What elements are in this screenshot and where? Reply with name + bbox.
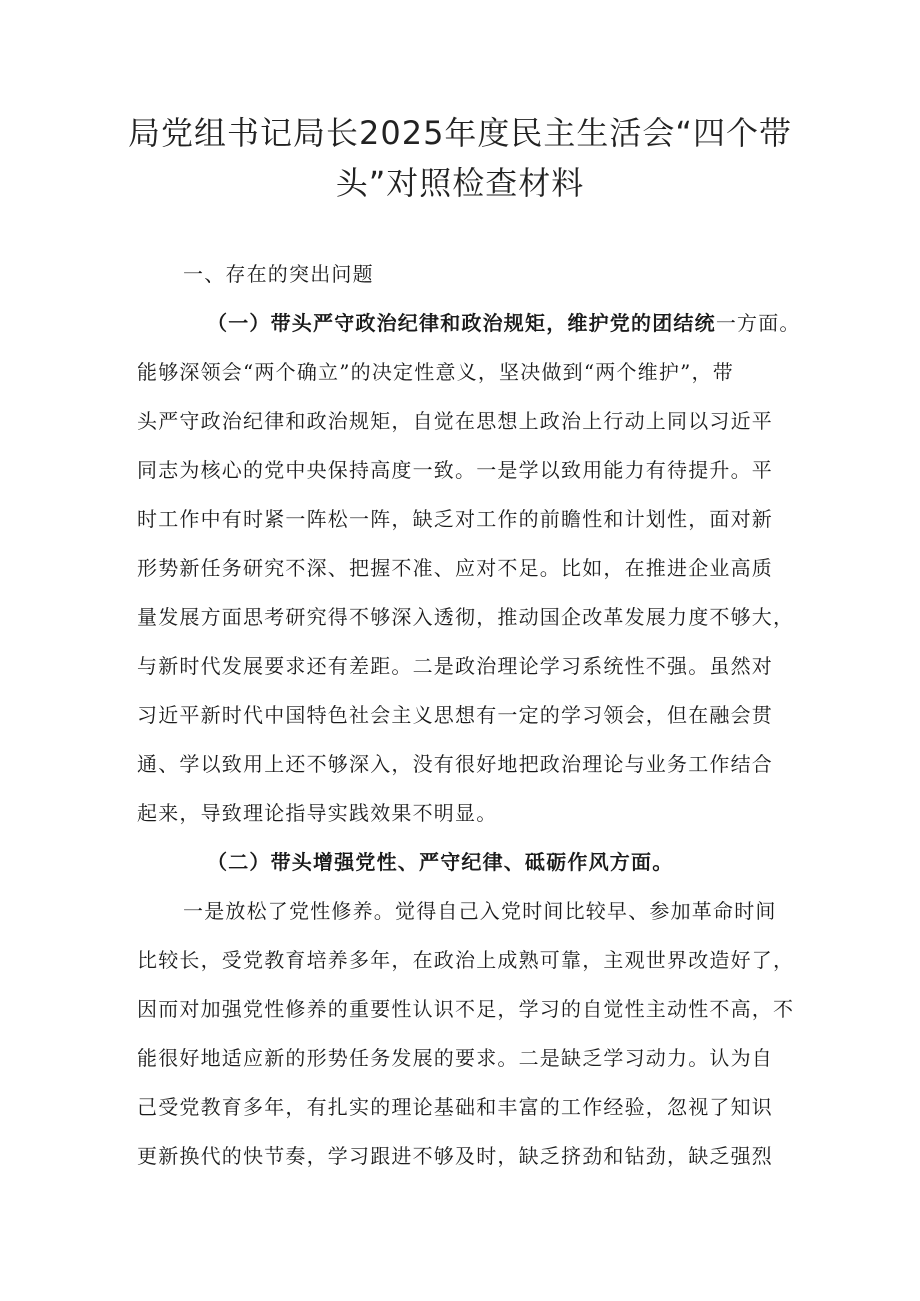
paragraph-line: 与新时代发展要求还有差距。二是政治理论学习系统性不强。虽然对 — [137, 654, 773, 678]
paragraph-line: 因而对加强党性修养的重要性认识不足，学习的自觉性主动性不高，不 — [137, 997, 795, 1021]
paragraph-line: 习近平新时代中国特色社会主义思想有一定的学习领会，但在融会贯 — [137, 703, 773, 727]
paragraph-line: 己受党教育多年，有扎实的理论基础和丰富的工作经验，忽视了知识 — [137, 1095, 773, 1119]
paragraph-line: 能很好地适应新的形势任务发展的要求。二是缺乏学习动力。认为自 — [137, 1046, 773, 1070]
paragraph-line: 比较长，受党教育培养多年，在政治上成熟可靠，主观世界改造好了， — [137, 948, 795, 972]
paragraph-line: 起来，导致理论指导实践效果不明显。 — [137, 801, 498, 825]
title-line-2: 头”对照检查材料 — [335, 164, 585, 202]
section-heading: 一、存在的突出问题 — [183, 262, 374, 286]
item-heading-1-bold: （一）带头严守政治纪律和政治规矩，维护党的团结统 — [207, 311, 716, 335]
paragraph-line: 能够深领会“两个确立”的决定性意义，坚决做到“两个维护”，带 — [137, 360, 734, 384]
paragraph-line: 同志为核心的党中央保持高度一致。一是学以致用能力有待提升。平 — [137, 458, 773, 482]
paragraph-line: 更新换代的快节奏，学习跟进不够及时，缺乏挤劲和钻劲，缺乏强烈 — [137, 1144, 773, 1168]
item-heading-2: （二）带头增强党性、严守纪律、砥砺作风方面。 — [207, 850, 674, 874]
paragraph-line: 头严守政治纪律和政治规矩，自觉在思想上政治上行动上同以习近平 — [137, 409, 773, 433]
item-heading-1 — [137, 299, 801, 348]
title-line-1: 局党组书记局长2025年度民主生活会“四个带 — [127, 114, 793, 152]
paragraph-line: 一是放松了党性修养。觉得自己入党时间比较早、参加革命时间 — [183, 899, 777, 923]
paragraph-line: 形势新任务研究不深、把握不准、应对不足。比如，在推进企业高质 — [137, 556, 773, 580]
paragraph-line: 时工作中有时紧一阵松一阵，缺乏对工作的前瞻性和计划性，面对新 — [137, 507, 773, 531]
paragraph-line: 通、学以致用上还不够深入，没有很好地把政治理论与业务工作结合 — [137, 752, 773, 776]
document-title — [120, 108, 800, 208]
paragraph-line: 量发展方面思考研究得不够深入透彻，推动国企改革发展力度不够大， — [137, 605, 795, 629]
document-body — [137, 250, 801, 1181]
item-heading-1-tail: 一方面。 — [715, 311, 801, 335]
